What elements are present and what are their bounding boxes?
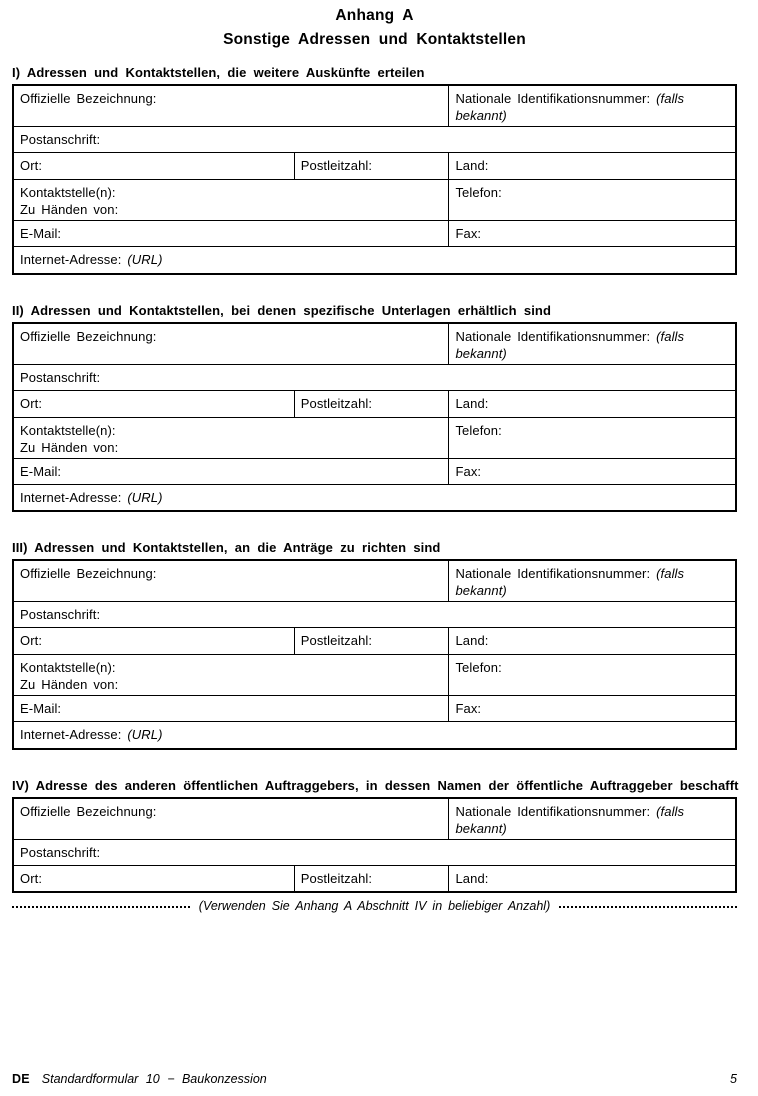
postal-code-cell bbox=[294, 865, 449, 892]
contact-point-label: Kontaktstelle(n): bbox=[20, 185, 116, 200]
section-iv bbox=[12, 778, 737, 894]
contact-point-cell bbox=[13, 417, 449, 458]
form-subtitle: Sonstige Adressen und Kontaktstellen bbox=[223, 31, 526, 48]
official-name-label: Offizielle Bezeichnung: bbox=[20, 328, 157, 344]
official-name-label: Offizielle Bezeichnung: bbox=[20, 566, 157, 581]
postal-code-label: Postleitzahl: bbox=[300, 158, 373, 173]
country-label: Land: bbox=[455, 395, 489, 411]
country-cell bbox=[449, 390, 736, 417]
country-label: Land: bbox=[455, 633, 489, 648]
dotted-leader-left bbox=[12, 906, 190, 908]
language-code: DE bbox=[12, 1072, 30, 1086]
section-iv-repeat-note: (Verwenden Sie Anhang A Abschnitt IV in beliebiger Anzahl) bbox=[198, 899, 551, 913]
email-cell bbox=[13, 458, 449, 484]
fax-label: Fax: bbox=[455, 701, 482, 716]
fax-cell bbox=[449, 221, 736, 247]
town-cell bbox=[13, 865, 294, 892]
email-label: E-Mail: bbox=[20, 463, 62, 479]
postal-code-cell bbox=[294, 153, 449, 180]
national-id-label: Nationale Identifikationsnummer: bbox=[455, 566, 651, 581]
official-name-cell bbox=[13, 85, 449, 127]
national-id-cell bbox=[449, 323, 736, 365]
attention-label: Zu Händen von: bbox=[20, 202, 119, 217]
attention-label: Zu Händen von: bbox=[20, 439, 119, 455]
internet-address-cell bbox=[13, 247, 736, 274]
section-i-heading: I) Adressen und Kontaktstellen, die weitere Auskünfte erteilen bbox=[12, 65, 425, 80]
section-ii-table bbox=[12, 322, 737, 513]
national-id-hint: (falls bekannt) bbox=[455, 91, 685, 123]
national-id-cell bbox=[449, 560, 736, 602]
section-iii-table bbox=[12, 559, 737, 750]
country-label: Land: bbox=[455, 870, 489, 886]
footer-form-id bbox=[12, 1072, 267, 1087]
section-iv-heading: IV) Adresse des anderen öffentlichen Auftraggebers, in dessen Namen der öffentliche Auftraggeber beschafft bbox=[12, 777, 739, 793]
postal-address-label: Postanschrift: bbox=[20, 132, 101, 147]
email-cell bbox=[13, 696, 449, 722]
contact-point-cell bbox=[13, 655, 449, 696]
section-i-table bbox=[12, 84, 737, 275]
section-i bbox=[12, 65, 737, 275]
national-id-label: Nationale Identifikationsnummer: bbox=[455, 91, 651, 106]
section-iii-heading: III) Adressen und Kontaktstellen, an die Anträge zu richten sind bbox=[12, 540, 441, 555]
national-id-label: Nationale Identifikationsnummer: bbox=[455, 803, 651, 819]
footer-form-title: Standardformular 10 − Baukonzession bbox=[41, 1072, 267, 1086]
town-cell bbox=[13, 628, 294, 655]
section-iii bbox=[12, 540, 737, 750]
postal-address-cell bbox=[13, 364, 736, 390]
email-label: E-Mail: bbox=[20, 701, 62, 716]
section-ii-heading: II) Adressen und Kontaktstellen, bei denen spezifische Unterlagen erhältlich sind bbox=[12, 302, 552, 318]
national-id-cell bbox=[449, 85, 736, 127]
postal-address-label: Postanschrift: bbox=[20, 844, 101, 860]
town-label: Ort: bbox=[20, 633, 43, 648]
country-cell bbox=[449, 628, 736, 655]
email-label: E-Mail: bbox=[20, 226, 62, 241]
town-label: Ort: bbox=[20, 158, 43, 173]
postal-address-label: Postanschrift: bbox=[20, 607, 101, 622]
telephone-cell bbox=[449, 417, 736, 458]
internet-address-label: Internet-Adresse: bbox=[20, 727, 122, 742]
official-name-label: Offizielle Bezeichnung: bbox=[20, 91, 157, 106]
postal-code-cell bbox=[294, 628, 449, 655]
postal-code-label: Postleitzahl: bbox=[300, 633, 373, 648]
fax-label: Fax: bbox=[455, 463, 482, 479]
telephone-label: Telefon: bbox=[455, 660, 502, 675]
postal-code-label: Postleitzahl: bbox=[300, 870, 373, 886]
postal-code-label: Postleitzahl: bbox=[300, 395, 373, 411]
contact-point-cell bbox=[13, 180, 449, 221]
internet-address-hint: (URL) bbox=[127, 727, 163, 742]
national-id-cell bbox=[449, 798, 736, 840]
country-cell bbox=[449, 865, 736, 892]
internet-address-cell bbox=[13, 484, 736, 511]
internet-address-cell bbox=[13, 722, 736, 749]
national-id-hint: (falls bekannt) bbox=[455, 328, 685, 361]
national-id-label: Nationale Identifikationsnummer: bbox=[455, 328, 651, 344]
postal-address-cell bbox=[13, 602, 736, 628]
postal-address-cell bbox=[13, 839, 736, 865]
form-title: Anhang A bbox=[335, 7, 414, 24]
telephone-label: Telefon: bbox=[455, 185, 502, 200]
telephone-cell bbox=[449, 655, 736, 696]
fax-label: Fax: bbox=[455, 226, 482, 241]
postal-code-cell bbox=[294, 390, 449, 417]
contact-point-label: Kontaktstelle(n): bbox=[20, 660, 116, 675]
national-id-hint: (falls bekannt) bbox=[455, 803, 685, 836]
national-id-hint: (falls bekannt) bbox=[455, 566, 685, 598]
page-number: 5 bbox=[730, 1072, 737, 1086]
fax-cell bbox=[449, 696, 736, 722]
fax-cell bbox=[449, 458, 736, 484]
official-name-cell bbox=[13, 798, 449, 840]
section-iv-table bbox=[12, 797, 737, 894]
telephone-cell bbox=[449, 180, 736, 221]
postal-address-cell bbox=[13, 127, 736, 153]
official-name-cell bbox=[13, 560, 449, 602]
internet-address-hint: (URL) bbox=[127, 252, 163, 267]
telephone-label: Telefon: bbox=[455, 422, 502, 438]
town-cell bbox=[13, 390, 294, 417]
attention-label: Zu Händen von: bbox=[20, 677, 119, 692]
page-footer bbox=[12, 1072, 737, 1087]
section-ii bbox=[12, 303, 737, 513]
official-name-cell bbox=[13, 323, 449, 365]
section-iv-repeat-divider bbox=[12, 899, 737, 913]
postal-address-label: Postanschrift: bbox=[20, 369, 101, 385]
contact-point-label: Kontaktstelle(n): bbox=[20, 422, 116, 438]
internet-address-label: Internet-Adresse: bbox=[20, 489, 122, 505]
country-cell bbox=[449, 153, 736, 180]
town-label: Ort: bbox=[20, 395, 43, 411]
official-name-label: Offizielle Bezeichnung: bbox=[20, 803, 157, 819]
country-label: Land: bbox=[455, 158, 489, 173]
dotted-leader-right bbox=[559, 906, 737, 908]
town-cell bbox=[13, 153, 294, 180]
internet-address-hint: (URL) bbox=[127, 489, 163, 505]
email-cell bbox=[13, 221, 449, 247]
town-label: Ort: bbox=[20, 870, 43, 886]
internet-address-label: Internet-Adresse: bbox=[20, 252, 122, 267]
